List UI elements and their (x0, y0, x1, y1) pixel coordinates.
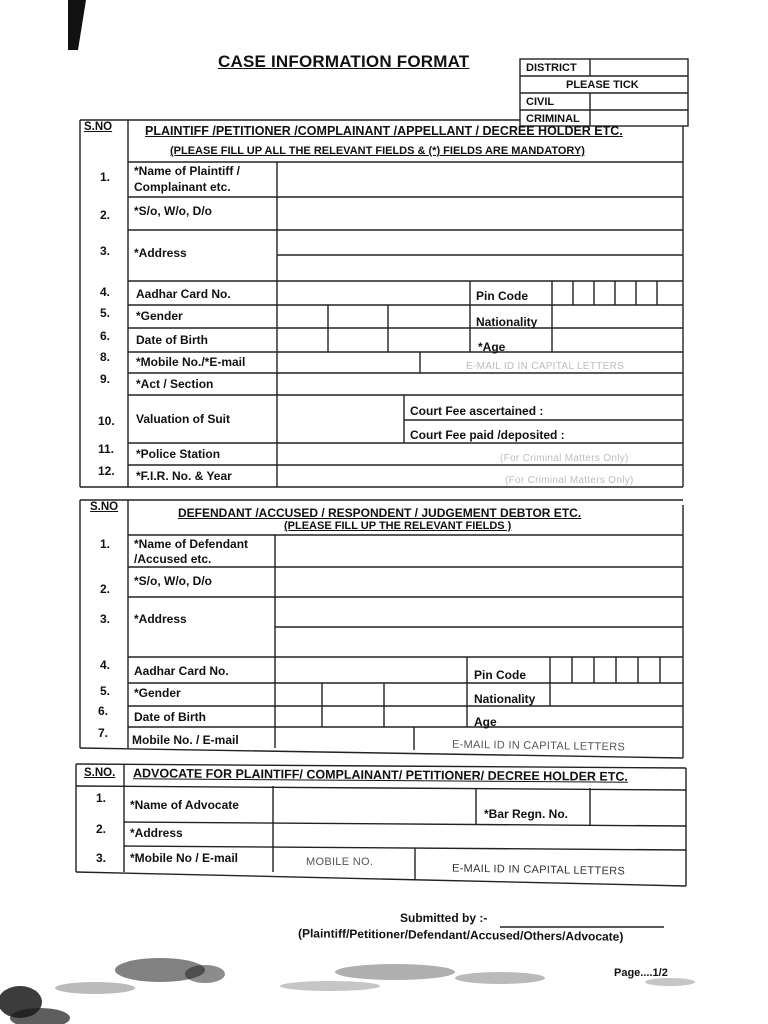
s2-address-input[interactable] (277, 599, 681, 655)
s1-fir-label: *F.I.R. No. & Year (136, 469, 232, 483)
s3-row1-number: 1. (96, 791, 107, 805)
s3-advocate-name-input[interactable] (275, 790, 474, 822)
s1-nationality-label: Nationality (476, 315, 538, 329)
s1-police-station-hint[interactable]: (For Criminal Matters Only) (500, 453, 629, 464)
s3-email-hint[interactable]: E-MAIL ID IN CAPITAL LETTERS (451, 862, 626, 878)
s1-row1-number: 1. (100, 170, 111, 184)
district-label: DISTRICT (526, 62, 577, 74)
s1-row8-number: 8. (100, 350, 111, 364)
s1-act-section-input[interactable] (279, 375, 681, 393)
please-tick-label: PLEASE TICK (566, 79, 639, 91)
s2-row2-number: 2. (100, 582, 111, 596)
s1-name-input[interactable] (279, 164, 681, 195)
s1-nationality-input[interactable] (553, 307, 681, 327)
s2-row6-number: 6. (98, 704, 109, 718)
s2-row3-number: 3. (100, 612, 111, 626)
civil-label: CIVIL (526, 96, 555, 108)
criminal-label: CRIMINAL (526, 113, 580, 125)
s2-dob-label: Date of Birth (134, 710, 206, 724)
s1-mobile-email-label: *Mobile No./*E-mail (136, 355, 246, 369)
s2-relation-label: *S/o, W/o, D/o (134, 574, 212, 588)
form-title: CASE INFORMATION FORMAT (218, 52, 470, 71)
submitted-by-label: Submitted by :- (400, 911, 488, 925)
s1-row6-number: 6. (100, 329, 111, 343)
s2-age-input[interactable] (551, 708, 681, 725)
s2-nationality-label: Nationality (474, 692, 536, 706)
s2-gender-label: *Gender (134, 686, 181, 700)
s1-aadhar-input[interactable] (279, 283, 468, 303)
s2-pin-code-input[interactable] (551, 659, 681, 681)
s2-email-hint[interactable]: E-MAIL ID IN CAPITAL LETTERS (451, 738, 626, 754)
s2-row1-number: 1. (100, 537, 111, 551)
section2-sno-heading: S.NO (90, 501, 119, 513)
s1-address-label: *Address (134, 246, 187, 260)
s3-mobile-email-label: *Mobile No / E-mail (130, 851, 239, 865)
s1-email-hint[interactable]: E-MAIL ID IN CAPITAL LETTERS (466, 361, 625, 372)
s3-address-label: *Address (130, 826, 183, 840)
s3-address-input[interactable] (275, 826, 684, 846)
section1-heading: PLAINTIFF /PETITIONER /COMPLAINANT /APPELLANT / DECREE HOLDER ETC. (145, 124, 623, 138)
s3-advocate-name-label: *Name of Advocate (130, 798, 239, 812)
s1-valuation-label: Valuation of Suit (136, 412, 231, 426)
s2-mobile-email-label: Mobile No. / E-mail (132, 733, 239, 747)
s2-name-input[interactable] (277, 537, 681, 565)
s1-name-label: *Name of Plaintiff / (134, 164, 241, 178)
s1-fir-hint[interactable]: (For Criminal Matters Only) (505, 475, 634, 486)
s1-dob-input[interactable] (279, 330, 468, 350)
s1-row3-number: 3. (100, 244, 111, 258)
section1-sno-heading: S.NO (84, 121, 113, 133)
page-number: Page....1/2 (614, 967, 668, 979)
section2-heading: DEFENDANT /ACCUSED / RESPONDENT / JUDGEMENT DEBTOR ETC. (178, 506, 582, 520)
section3-sno-heading: S.NO. (84, 767, 116, 779)
s2-nationality-input[interactable] (551, 685, 681, 704)
s3-mobile-hint[interactable]: MOBILE NO. (306, 856, 374, 868)
s1-row4-number: 4. (100, 285, 111, 299)
s3-bar-regn-label: *Bar Regn. No. (484, 807, 569, 821)
s2-gender-input[interactable] (277, 685, 465, 704)
section2-subheading: (PLEASE FILL UP THE RELEVANT FIELDS ) (284, 520, 512, 532)
s1-aadhar-label: Aadhar Card No. (136, 287, 231, 301)
s2-relation-input[interactable] (277, 569, 681, 595)
s1-row12-number: 12. (98, 464, 115, 478)
s1-row10-number: 10. (98, 414, 115, 428)
s1-gender-label: *Gender (136, 309, 183, 323)
s1-relation-label: *S/o, W/o, D/o (134, 204, 212, 218)
s3-bar-regn-input[interactable] (592, 792, 684, 824)
s2-row5-number: 5. (100, 684, 111, 698)
submitted-by-input[interactable] (500, 912, 664, 928)
s1-row9-number: 9. (100, 372, 111, 386)
s1-row5-number: 5. (100, 306, 111, 320)
submitter-roles: (Plaintiff/Petitioner/Defendant/Accused/Others/Advocate) (297, 926, 624, 944)
s2-name-label: *Name of Defendant (134, 537, 249, 551)
s1-row2-number: 2. (100, 208, 111, 222)
section3-heading: ADVOCATE FOR PLAINTIFF/ COMPLAINANT/ PETITIONER/ DECREE HOLDER ETC. (132, 766, 628, 784)
s1-relation-input[interactable] (279, 199, 681, 228)
s1-name-label-line2: Complainant etc. (134, 180, 231, 194)
s1-act-section-label: *Act / Section (136, 377, 214, 391)
s1-police-station-label: *Police Station (136, 447, 221, 461)
s1-row11-number: 11. (98, 442, 115, 456)
s2-pin-code-label: Pin Code (474, 668, 527, 682)
s1-valuation-input[interactable] (279, 397, 402, 441)
s1-age-label: *Age (478, 340, 506, 354)
s1-court-fee-ascertained-label: Court Fee ascertained : (410, 404, 544, 418)
s1-address-input[interactable] (279, 232, 681, 279)
s2-aadhar-label: Aadhar Card No. (134, 664, 229, 678)
s1-mobile-input[interactable] (279, 354, 418, 371)
s1-court-fee-paid-label: Court Fee paid /deposited : (410, 428, 565, 442)
s3-row2-number: 2. (96, 822, 107, 836)
s1-gender-input[interactable] (279, 307, 468, 327)
s2-name-label-line2: /Accused etc. (134, 552, 212, 566)
s1-pin-code-input[interactable] (553, 283, 681, 303)
s2-address-label: *Address (134, 612, 187, 626)
s1-age-input[interactable] (553, 330, 681, 350)
s2-row7-number: 7. (98, 726, 109, 740)
s1-pin-code-label: Pin Code (476, 289, 529, 303)
s2-aadhar-input[interactable] (277, 659, 465, 681)
s1-dob-label: Date of Birth (136, 333, 208, 347)
s2-mobile-input[interactable] (277, 729, 412, 747)
section1-subheading: (PLEASE FILL UP ALL THE RELEVANT FIELDS & (*) FIELDS ARE MANDATORY) (170, 145, 585, 157)
s2-age-label: Age (474, 715, 497, 729)
s2-row4-number: 4. (100, 658, 111, 672)
s3-row3-number: 3. (96, 851, 107, 865)
scan-noise (0, 930, 768, 1024)
s2-dob-input[interactable] (277, 708, 465, 725)
